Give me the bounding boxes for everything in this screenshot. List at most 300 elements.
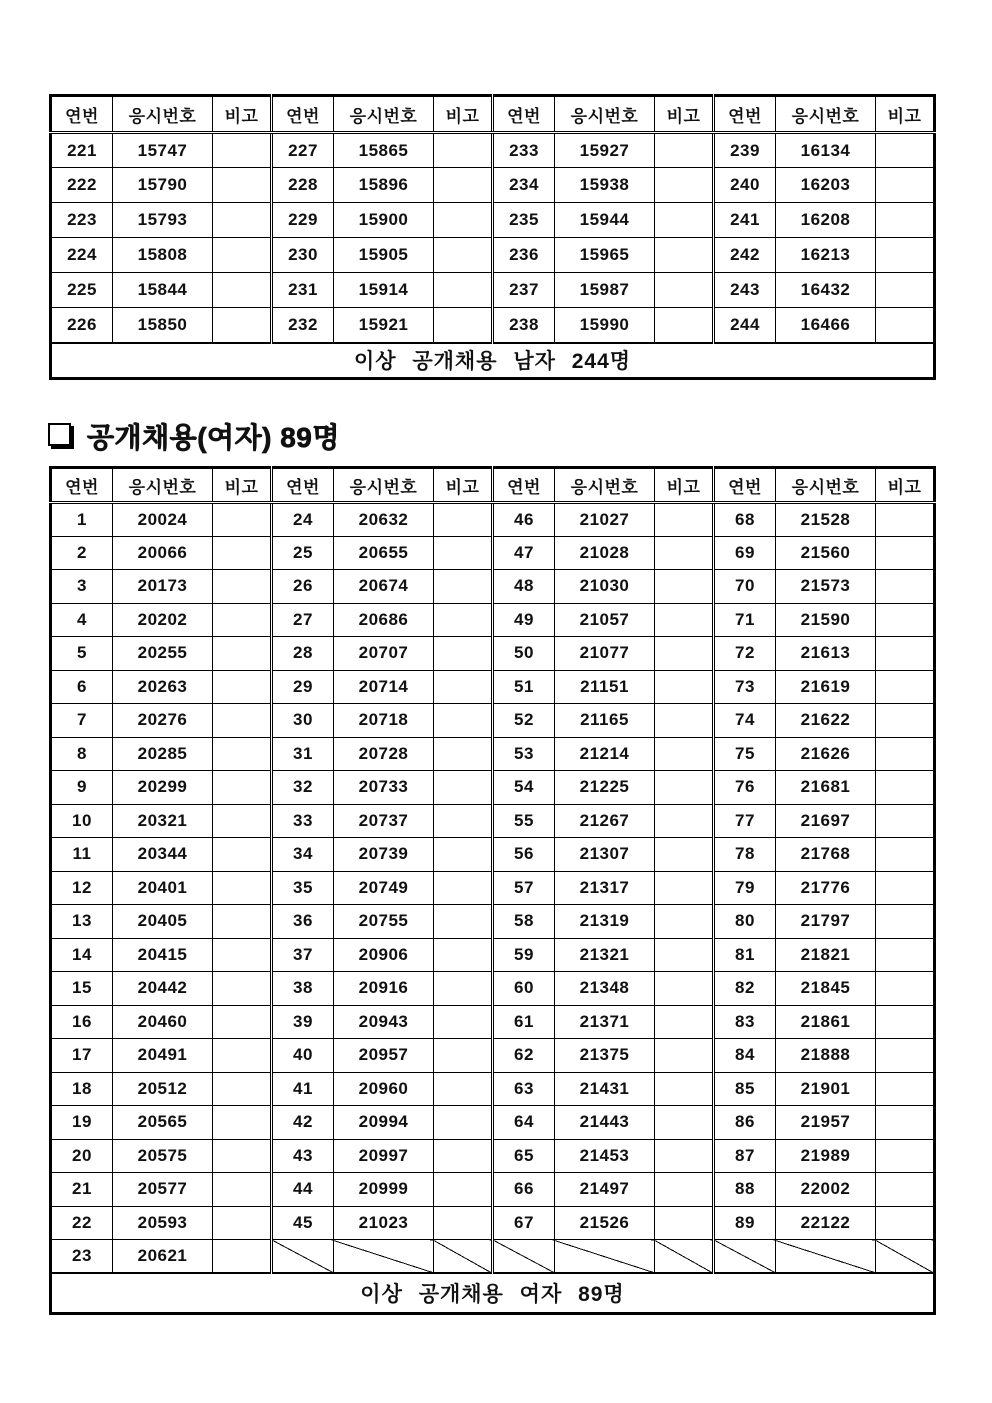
cell-exam-no: 20632 — [334, 503, 434, 537]
cell-note — [434, 972, 493, 1006]
cell-exam-no: 21028 — [555, 536, 655, 570]
cell-seq: 244 — [714, 308, 776, 343]
cell-slash — [272, 1240, 334, 1274]
cell-slash — [434, 1240, 493, 1274]
cell-note — [434, 1005, 493, 1039]
cell-exam-no: 21901 — [776, 1072, 876, 1106]
cell-seq: 17 — [51, 1039, 113, 1073]
cell-seq: 28 — [272, 637, 334, 671]
cell-seq: 23 — [51, 1240, 113, 1274]
cell-seq: 235 — [493, 203, 555, 238]
section-heading — [48, 417, 340, 455]
cell-note — [876, 637, 935, 671]
table-row — [51, 1005, 935, 1039]
cell-note — [213, 570, 272, 604]
cell-exam-no: 15747 — [113, 133, 213, 168]
cell-seq: 45 — [272, 1206, 334, 1240]
cell-exam-no: 22122 — [776, 1206, 876, 1240]
cell-note — [876, 503, 935, 537]
cell-seq: 11 — [51, 838, 113, 872]
cell-exam-no: 21151 — [555, 670, 655, 704]
cell-seq: 75 — [714, 737, 776, 771]
cell-seq: 224 — [51, 238, 113, 273]
cell-exam-no: 21681 — [776, 771, 876, 805]
cell-note — [213, 1106, 272, 1140]
cell-note — [876, 905, 935, 939]
cell-note — [213, 1240, 272, 1274]
cell-note — [876, 570, 935, 604]
cell-note — [434, 1072, 493, 1106]
cell-note — [655, 1005, 714, 1039]
cell-seq: 32 — [272, 771, 334, 805]
cell-note — [876, 771, 935, 805]
table-row — [51, 938, 935, 972]
cell-exam-no: 21697 — [776, 804, 876, 838]
cell-note — [655, 938, 714, 972]
table-row — [51, 704, 935, 738]
cell-exam-no: 20994 — [334, 1106, 434, 1140]
cell-seq: 240 — [714, 168, 776, 203]
cell-seq: 243 — [714, 273, 776, 308]
table-footer-total: 이상 공개채용 여자 89명 — [51, 1273, 935, 1313]
table-row — [51, 670, 935, 704]
column-header: 응시번호 — [776, 96, 876, 133]
cell-exam-no: 21057 — [555, 603, 655, 637]
cell-exam-no: 20401 — [113, 871, 213, 905]
cell-exam-no: 21077 — [555, 637, 655, 671]
table-row — [51, 238, 935, 273]
column-header: 비고 — [655, 96, 714, 133]
cell-exam-no: 20460 — [113, 1005, 213, 1039]
cell-exam-no: 15965 — [555, 238, 655, 273]
cell-note — [876, 603, 935, 637]
cell-note — [213, 308, 272, 343]
cell-seq: 241 — [714, 203, 776, 238]
cell-note — [655, 871, 714, 905]
header-row — [51, 96, 935, 133]
cell-exam-no: 21797 — [776, 905, 876, 939]
cell-seq: 60 — [493, 972, 555, 1006]
cell-seq: 233 — [493, 133, 555, 168]
cell-exam-no: 15905 — [334, 238, 434, 273]
cell-seq: 68 — [714, 503, 776, 537]
cell-slash — [876, 1240, 935, 1274]
cell-exam-no: 20202 — [113, 603, 213, 637]
cell-exam-no: 21573 — [776, 570, 876, 604]
cell-exam-no: 20263 — [113, 670, 213, 704]
cell-seq: 76 — [714, 771, 776, 805]
cell-exam-no: 15808 — [113, 238, 213, 273]
cell-exam-no: 21319 — [555, 905, 655, 939]
cell-exam-no: 20299 — [113, 771, 213, 805]
cell-seq: 41 — [272, 1072, 334, 1106]
column-header: 비고 — [213, 96, 272, 133]
cell-seq: 54 — [493, 771, 555, 805]
cell-seq: 51 — [493, 670, 555, 704]
cell-note — [213, 804, 272, 838]
cell-note — [876, 168, 935, 203]
cell-exam-no: 20405 — [113, 905, 213, 939]
cell-seq: 73 — [714, 670, 776, 704]
cell-seq: 15 — [51, 972, 113, 1006]
cell-exam-no: 21348 — [555, 972, 655, 1006]
cell-exam-no: 21821 — [776, 938, 876, 972]
cell-exam-no: 20714 — [334, 670, 434, 704]
cell-exam-no: 20739 — [334, 838, 434, 872]
cell-exam-no: 16203 — [776, 168, 876, 203]
cell-seq: 86 — [714, 1106, 776, 1140]
cell-exam-no: 20565 — [113, 1106, 213, 1140]
column-header: 비고 — [655, 468, 714, 503]
cell-note — [434, 938, 493, 972]
column-header: 연번 — [493, 468, 555, 503]
cell-seq: 2 — [51, 536, 113, 570]
cell-exam-no: 16213 — [776, 238, 876, 273]
cell-note — [655, 238, 714, 273]
cell-note — [876, 1173, 935, 1207]
cell-exam-no: 15927 — [555, 133, 655, 168]
cell-seq: 226 — [51, 308, 113, 343]
cell-note — [876, 308, 935, 343]
cell-note — [434, 1206, 493, 1240]
cell-note — [434, 771, 493, 805]
cell-note — [655, 203, 714, 238]
cell-exam-no: 21861 — [776, 1005, 876, 1039]
cell-seq: 81 — [714, 938, 776, 972]
column-header: 응시번호 — [334, 96, 434, 133]
cell-note — [213, 1139, 272, 1173]
cell-seq: 237 — [493, 273, 555, 308]
cell-note — [655, 838, 714, 872]
column-header: 연번 — [272, 468, 334, 503]
cell-note — [213, 168, 272, 203]
cell-seq: 88 — [714, 1173, 776, 1207]
column-header: 연번 — [714, 468, 776, 503]
cell-seq: 232 — [272, 308, 334, 343]
cell-seq: 9 — [51, 771, 113, 805]
table-row — [51, 637, 935, 671]
cell-note — [655, 168, 714, 203]
table-row — [51, 273, 935, 308]
cell-note — [655, 1072, 714, 1106]
cell-exam-no: 21027 — [555, 503, 655, 537]
cell-exam-no: 15790 — [113, 168, 213, 203]
column-header: 응시번호 — [334, 468, 434, 503]
cell-seq: 34 — [272, 838, 334, 872]
cell-exam-no: 20577 — [113, 1173, 213, 1207]
column-header: 응시번호 — [113, 468, 213, 503]
cell-note — [434, 238, 493, 273]
cell-note — [213, 771, 272, 805]
cell-note — [655, 1106, 714, 1140]
cell-exam-no: 21845 — [776, 972, 876, 1006]
cell-exam-no: 15793 — [113, 203, 213, 238]
cell-exam-no: 20276 — [113, 704, 213, 738]
cell-note — [213, 203, 272, 238]
cell-seq: 230 — [272, 238, 334, 273]
cell-note — [876, 938, 935, 972]
cell-note — [434, 670, 493, 704]
cell-seq: 65 — [493, 1139, 555, 1173]
cell-note — [655, 804, 714, 838]
cell-note — [655, 603, 714, 637]
cell-seq: 70 — [714, 570, 776, 604]
cell-exam-no: 20066 — [113, 536, 213, 570]
cell-exam-no: 20718 — [334, 704, 434, 738]
cell-exam-no: 20943 — [334, 1005, 434, 1039]
cell-note — [876, 203, 935, 238]
cell-exam-no: 20173 — [113, 570, 213, 604]
cell-exam-no: 15938 — [555, 168, 655, 203]
cell-exam-no: 21307 — [555, 838, 655, 872]
cell-exam-no: 20707 — [334, 637, 434, 671]
cell-seq: 26 — [272, 570, 334, 604]
cell-note — [213, 1173, 272, 1207]
cell-seq: 66 — [493, 1173, 555, 1207]
cell-note — [655, 637, 714, 671]
cell-exam-no: 20344 — [113, 838, 213, 872]
table-row — [51, 1139, 935, 1173]
cell-note — [655, 1173, 714, 1207]
cell-note — [655, 133, 714, 168]
cell-seq: 59 — [493, 938, 555, 972]
cell-seq: 40 — [272, 1039, 334, 1073]
cell-note — [655, 536, 714, 570]
cell-seq: 46 — [493, 503, 555, 537]
column-header: 비고 — [876, 468, 935, 503]
cell-exam-no: 21888 — [776, 1039, 876, 1073]
cell-exam-no: 21528 — [776, 503, 876, 537]
cell-slash — [493, 1240, 555, 1274]
cell-seq: 225 — [51, 273, 113, 308]
cell-seq: 1 — [51, 503, 113, 537]
cell-seq: 221 — [51, 133, 113, 168]
cell-note — [213, 637, 272, 671]
cell-exam-no: 21619 — [776, 670, 876, 704]
table-row — [51, 570, 935, 604]
cell-seq: 234 — [493, 168, 555, 203]
cell-note — [655, 771, 714, 805]
cell-exam-no: 21431 — [555, 1072, 655, 1106]
cell-exam-no: 20024 — [113, 503, 213, 537]
cell-exam-no: 20957 — [334, 1039, 434, 1073]
cell-seq: 30 — [272, 704, 334, 738]
table-row — [51, 771, 935, 805]
cell-exam-no: 21023 — [334, 1206, 434, 1240]
cell-note — [876, 238, 935, 273]
cell-note — [213, 1005, 272, 1039]
cell-seq: 50 — [493, 637, 555, 671]
cell-note — [876, 1206, 935, 1240]
cell-seq: 222 — [51, 168, 113, 203]
cell-note — [655, 273, 714, 308]
cell-note — [655, 737, 714, 771]
cell-note — [213, 871, 272, 905]
cell-note — [434, 1139, 493, 1173]
column-header: 연번 — [714, 96, 776, 133]
cell-slash — [555, 1240, 655, 1274]
cell-note — [876, 133, 935, 168]
cell-exam-no: 15900 — [334, 203, 434, 238]
table-row — [51, 603, 935, 637]
cell-note — [434, 1106, 493, 1140]
table-row — [51, 1240, 935, 1274]
cell-note — [434, 503, 493, 537]
cell-slash — [776, 1240, 876, 1274]
cell-note — [213, 133, 272, 168]
section-title: 공개채용(여자) 89명 — [87, 422, 340, 453]
cell-exam-no: 20916 — [334, 972, 434, 1006]
cell-note — [876, 1106, 935, 1140]
cell-seq: 67 — [493, 1206, 555, 1240]
cell-seq: 71 — [714, 603, 776, 637]
table-footer-total: 이상 공개채용 남자 244명 — [51, 343, 935, 379]
cell-note — [213, 704, 272, 738]
cell-exam-no: 21626 — [776, 737, 876, 771]
cell-seq: 14 — [51, 938, 113, 972]
cell-seq: 57 — [493, 871, 555, 905]
cell-seq: 84 — [714, 1039, 776, 1073]
cell-exam-no: 15944 — [555, 203, 655, 238]
cell-exam-no: 20621 — [113, 1240, 213, 1274]
cell-note — [876, 273, 935, 308]
table-row — [51, 737, 935, 771]
cell-exam-no: 20733 — [334, 771, 434, 805]
cell-exam-no: 15844 — [113, 273, 213, 308]
cell-exam-no: 20999 — [334, 1173, 434, 1207]
cell-seq: 72 — [714, 637, 776, 671]
cell-seq: 33 — [272, 804, 334, 838]
square-bullet-icon — [48, 423, 71, 446]
cell-note — [213, 273, 272, 308]
cell-exam-no: 15921 — [334, 308, 434, 343]
cell-note — [213, 938, 272, 972]
cell-seq: 12 — [51, 871, 113, 905]
cell-seq: 61 — [493, 1005, 555, 1039]
cell-exam-no: 20755 — [334, 905, 434, 939]
cell-seq: 228 — [272, 168, 334, 203]
cell-exam-no: 21957 — [776, 1106, 876, 1140]
cell-note — [434, 704, 493, 738]
cell-seq: 77 — [714, 804, 776, 838]
cell-seq: 242 — [714, 238, 776, 273]
female-roster-table — [49, 466, 936, 1315]
cell-slash — [714, 1240, 776, 1274]
cell-seq: 74 — [714, 704, 776, 738]
cell-note — [434, 1039, 493, 1073]
cell-exam-no: 20737 — [334, 804, 434, 838]
table-row — [51, 1039, 935, 1073]
cell-exam-no: 21768 — [776, 838, 876, 872]
cell-seq: 16 — [51, 1005, 113, 1039]
cell-seq: 56 — [493, 838, 555, 872]
cell-exam-no: 20728 — [334, 737, 434, 771]
cell-exam-no: 20997 — [334, 1139, 434, 1173]
column-header: 비고 — [876, 96, 935, 133]
cell-exam-no: 21371 — [555, 1005, 655, 1039]
cell-exam-no: 20906 — [334, 938, 434, 972]
table-row — [51, 536, 935, 570]
cell-seq: 37 — [272, 938, 334, 972]
cell-seq: 27 — [272, 603, 334, 637]
cell-exam-no: 20442 — [113, 972, 213, 1006]
cell-exam-no: 15987 — [555, 273, 655, 308]
cell-seq: 44 — [272, 1173, 334, 1207]
cell-exam-no: 16466 — [776, 308, 876, 343]
cell-seq: 29 — [272, 670, 334, 704]
cell-note — [876, 704, 935, 738]
cell-slash — [334, 1240, 434, 1274]
cell-note — [434, 838, 493, 872]
cell-note — [213, 1039, 272, 1073]
cell-seq: 7 — [51, 704, 113, 738]
cell-seq: 39 — [272, 1005, 334, 1039]
cell-exam-no: 21613 — [776, 637, 876, 671]
cell-exam-no: 21165 — [555, 704, 655, 738]
cell-exam-no: 15896 — [334, 168, 434, 203]
column-header: 연번 — [493, 96, 555, 133]
cell-note — [655, 670, 714, 704]
cell-exam-no: 20491 — [113, 1039, 213, 1073]
column-header: 응시번호 — [555, 468, 655, 503]
cell-exam-no: 20512 — [113, 1072, 213, 1106]
column-header: 비고 — [434, 96, 493, 133]
cell-exam-no: 20686 — [334, 603, 434, 637]
cell-seq: 85 — [714, 1072, 776, 1106]
footer-row — [51, 343, 935, 379]
cell-exam-no: 21030 — [555, 570, 655, 604]
cell-note — [655, 308, 714, 343]
cell-seq: 38 — [272, 972, 334, 1006]
cell-note — [434, 804, 493, 838]
cell-seq: 8 — [51, 737, 113, 771]
cell-seq: 42 — [272, 1106, 334, 1140]
cell-seq: 43 — [272, 1139, 334, 1173]
cell-exam-no: 21560 — [776, 536, 876, 570]
cell-note — [434, 308, 493, 343]
cell-note — [213, 972, 272, 1006]
cell-note — [876, 871, 935, 905]
cell-exam-no: 21321 — [555, 938, 655, 972]
cell-exam-no: 16134 — [776, 133, 876, 168]
cell-note — [213, 603, 272, 637]
cell-seq: 36 — [272, 905, 334, 939]
cell-note — [434, 905, 493, 939]
cell-seq: 89 — [714, 1206, 776, 1240]
cell-exam-no: 21317 — [555, 871, 655, 905]
cell-seq: 80 — [714, 905, 776, 939]
column-header: 응시번호 — [113, 96, 213, 133]
cell-seq: 229 — [272, 203, 334, 238]
cell-seq: 48 — [493, 570, 555, 604]
cell-note — [876, 1039, 935, 1073]
cell-seq: 58 — [493, 905, 555, 939]
cell-note — [876, 1139, 935, 1173]
column-header: 응시번호 — [555, 96, 655, 133]
cell-exam-no: 20415 — [113, 938, 213, 972]
cell-exam-no: 20321 — [113, 804, 213, 838]
cell-exam-no: 21443 — [555, 1106, 655, 1140]
cell-note — [213, 1206, 272, 1240]
cell-exam-no: 21375 — [555, 1039, 655, 1073]
cell-exam-no: 20593 — [113, 1206, 213, 1240]
cell-note — [655, 972, 714, 1006]
cell-seq: 31 — [272, 737, 334, 771]
table-row — [51, 1072, 935, 1106]
cell-exam-no: 21776 — [776, 871, 876, 905]
cell-exam-no: 21989 — [776, 1139, 876, 1173]
cell-seq: 25 — [272, 536, 334, 570]
